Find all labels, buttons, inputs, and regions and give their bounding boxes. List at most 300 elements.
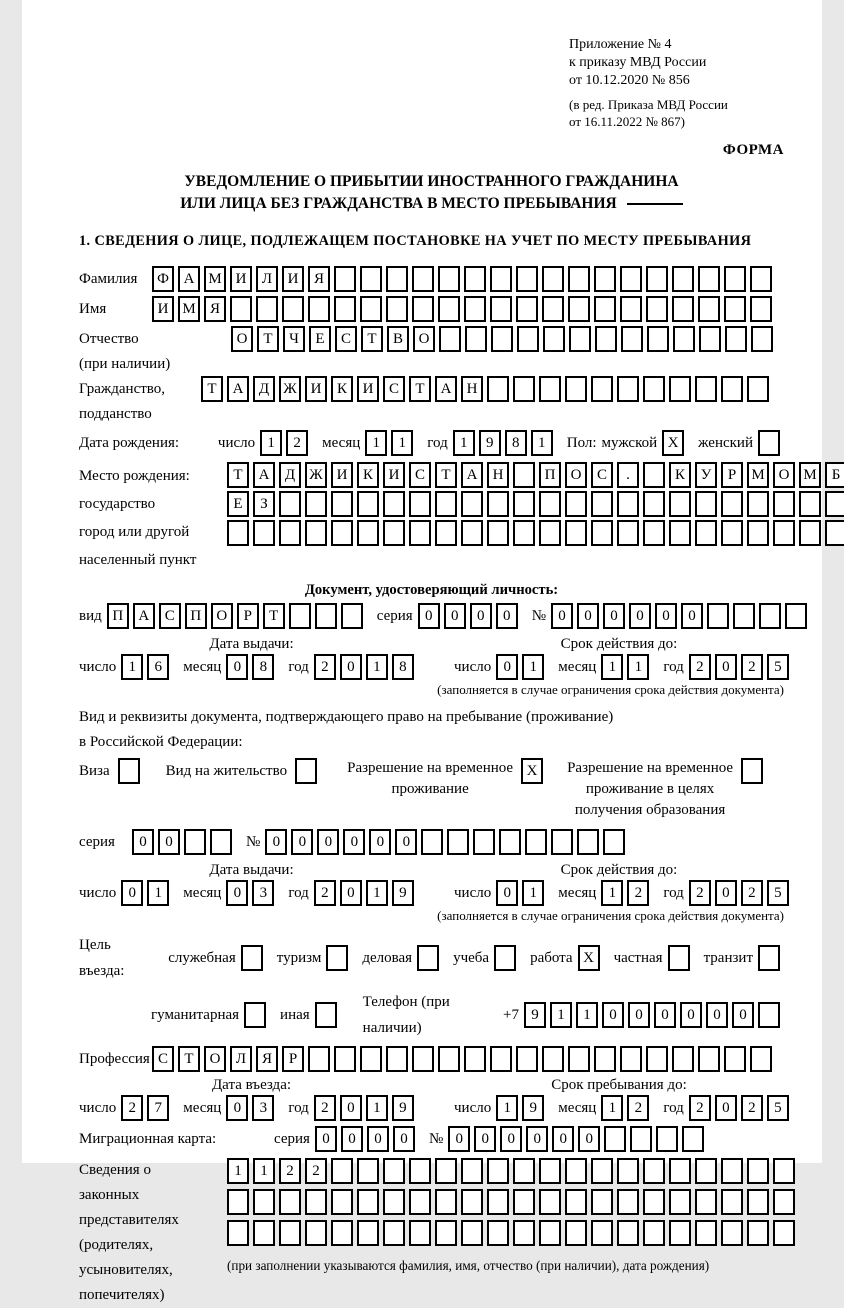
- char-box[interactable]: [331, 491, 353, 517]
- char-box[interactable]: 1: [627, 654, 649, 680]
- char-box[interactable]: [741, 758, 763, 784]
- char-box[interactable]: И: [357, 376, 379, 402]
- char-box[interactable]: [617, 1220, 639, 1246]
- char-box[interactable]: [279, 1220, 301, 1246]
- char-box[interactable]: 0: [577, 603, 599, 629]
- char-box[interactable]: [747, 376, 769, 402]
- char-box[interactable]: [305, 491, 327, 517]
- char-box[interactable]: 8: [252, 654, 274, 680]
- char-box[interactable]: [357, 520, 379, 546]
- char-box[interactable]: 0: [369, 829, 391, 855]
- char-box[interactable]: [591, 1220, 613, 1246]
- char-box[interactable]: [695, 376, 717, 402]
- char-box[interactable]: [516, 266, 538, 292]
- char-box[interactable]: [253, 1189, 275, 1215]
- char-box[interactable]: 7: [147, 1095, 169, 1121]
- char-box[interactable]: [799, 520, 821, 546]
- char-box[interactable]: [279, 520, 301, 546]
- char-box[interactable]: [386, 266, 408, 292]
- char-box[interactable]: 2: [689, 654, 711, 680]
- char-box[interactable]: 0: [732, 1002, 754, 1028]
- char-box[interactable]: 0: [340, 1095, 362, 1121]
- char-box[interactable]: 9: [392, 1095, 414, 1121]
- char-box[interactable]: [386, 296, 408, 322]
- char-box[interactable]: [439, 326, 461, 352]
- char-box[interactable]: [695, 1189, 717, 1215]
- char-box[interactable]: [750, 266, 772, 292]
- char-box[interactable]: [721, 1189, 743, 1215]
- char-box[interactable]: 2: [627, 880, 649, 906]
- char-box[interactable]: [499, 829, 521, 855]
- char-box[interactable]: [305, 520, 327, 546]
- char-box[interactable]: 1: [601, 880, 623, 906]
- char-box[interactable]: С: [335, 326, 357, 352]
- char-box[interactable]: 0: [418, 603, 440, 629]
- char-box[interactable]: И: [331, 462, 353, 488]
- char-box[interactable]: 0: [393, 1126, 415, 1152]
- char-box[interactable]: [785, 603, 807, 629]
- char-box[interactable]: [617, 1158, 639, 1184]
- char-box[interactable]: [465, 326, 487, 352]
- char-box[interactable]: X: [521, 758, 543, 784]
- char-box[interactable]: [487, 520, 509, 546]
- char-box[interactable]: [513, 520, 535, 546]
- char-box[interactable]: [357, 1189, 379, 1215]
- char-box[interactable]: [331, 520, 353, 546]
- char-box[interactable]: [699, 326, 721, 352]
- char-box[interactable]: [604, 1126, 626, 1152]
- char-box[interactable]: А: [461, 462, 483, 488]
- char-box[interactable]: С: [159, 603, 181, 629]
- char-box[interactable]: 0: [340, 880, 362, 906]
- char-box[interactable]: 8: [392, 654, 414, 680]
- char-box[interactable]: [435, 1158, 457, 1184]
- char-box[interactable]: [591, 491, 613, 517]
- char-box[interactable]: [516, 1046, 538, 1072]
- char-box[interactable]: [542, 266, 564, 292]
- char-box[interactable]: Я: [308, 266, 330, 292]
- char-box[interactable]: [490, 296, 512, 322]
- char-box[interactable]: [669, 1158, 691, 1184]
- char-box[interactable]: [747, 1189, 769, 1215]
- char-box[interactable]: [565, 491, 587, 517]
- char-box[interactable]: [289, 603, 311, 629]
- char-box[interactable]: [565, 1189, 587, 1215]
- char-box[interactable]: [733, 603, 755, 629]
- char-box[interactable]: А: [178, 266, 200, 292]
- char-box[interactable]: [643, 491, 665, 517]
- char-box[interactable]: О: [231, 326, 253, 352]
- char-box[interactable]: 9: [522, 1095, 544, 1121]
- char-box[interactable]: [383, 1220, 405, 1246]
- char-box[interactable]: 5: [767, 654, 789, 680]
- char-box[interactable]: [747, 1158, 769, 1184]
- char-box[interactable]: 1: [121, 654, 143, 680]
- char-box[interactable]: [568, 296, 590, 322]
- char-box[interactable]: [682, 1126, 704, 1152]
- char-box[interactable]: [646, 1046, 668, 1072]
- char-box[interactable]: [227, 1220, 249, 1246]
- char-box[interactable]: [473, 829, 495, 855]
- char-box[interactable]: [210, 829, 232, 855]
- char-box[interactable]: [569, 326, 591, 352]
- char-box[interactable]: [461, 520, 483, 546]
- char-box[interactable]: [799, 491, 821, 517]
- char-box[interactable]: [724, 266, 746, 292]
- char-box[interactable]: [542, 1046, 564, 1072]
- char-box[interactable]: [773, 1158, 795, 1184]
- char-box[interactable]: [409, 1158, 431, 1184]
- char-box[interactable]: [695, 1158, 717, 1184]
- char-box[interactable]: 1: [260, 430, 282, 456]
- char-box[interactable]: П: [539, 462, 561, 488]
- char-box[interactable]: [643, 520, 665, 546]
- char-box[interactable]: 5: [767, 1095, 789, 1121]
- char-box[interactable]: [326, 945, 348, 971]
- char-box[interactable]: 0: [715, 1095, 737, 1121]
- char-box[interactable]: X: [662, 430, 684, 456]
- char-box[interactable]: [464, 1046, 486, 1072]
- char-box[interactable]: [565, 1158, 587, 1184]
- char-box[interactable]: [305, 1189, 327, 1215]
- char-box[interactable]: О: [565, 462, 587, 488]
- char-box[interactable]: 9: [524, 1002, 546, 1028]
- char-box[interactable]: [750, 1046, 772, 1072]
- char-box[interactable]: 2: [314, 654, 336, 680]
- char-box[interactable]: [461, 1189, 483, 1215]
- char-box[interactable]: А: [435, 376, 457, 402]
- char-box[interactable]: [357, 491, 379, 517]
- char-box[interactable]: [383, 1158, 405, 1184]
- char-box[interactable]: И: [383, 462, 405, 488]
- char-box[interactable]: [227, 1189, 249, 1215]
- char-box[interactable]: [241, 945, 263, 971]
- char-box[interactable]: [568, 1046, 590, 1072]
- char-box[interactable]: 6: [147, 654, 169, 680]
- char-box[interactable]: [621, 326, 643, 352]
- char-box[interactable]: 1: [531, 430, 553, 456]
- char-box[interactable]: [595, 326, 617, 352]
- char-box[interactable]: П: [185, 603, 207, 629]
- char-box[interactable]: [435, 520, 457, 546]
- char-box[interactable]: [568, 266, 590, 292]
- char-box[interactable]: [253, 520, 275, 546]
- char-box[interactable]: [594, 296, 616, 322]
- char-box[interactable]: 1: [253, 1158, 275, 1184]
- char-box[interactable]: 2: [741, 1095, 763, 1121]
- char-box[interactable]: 0: [474, 1126, 496, 1152]
- char-box[interactable]: 1: [366, 1095, 388, 1121]
- char-box[interactable]: [334, 1046, 356, 1072]
- char-box[interactable]: С: [383, 376, 405, 402]
- char-box[interactable]: [447, 829, 469, 855]
- char-box[interactable]: 0: [578, 1126, 600, 1152]
- char-box[interactable]: 0: [500, 1126, 522, 1152]
- char-box[interactable]: [656, 1126, 678, 1152]
- char-box[interactable]: [357, 1220, 379, 1246]
- char-box[interactable]: [565, 1220, 587, 1246]
- char-box[interactable]: [487, 491, 509, 517]
- char-box[interactable]: [565, 520, 587, 546]
- char-box[interactable]: Л: [256, 266, 278, 292]
- char-box[interactable]: [253, 1220, 275, 1246]
- char-box[interactable]: 0: [603, 603, 625, 629]
- char-box[interactable]: [360, 1046, 382, 1072]
- char-box[interactable]: [669, 1189, 691, 1215]
- char-box[interactable]: [513, 376, 535, 402]
- char-box[interactable]: Л: [230, 1046, 252, 1072]
- char-box[interactable]: М: [799, 462, 821, 488]
- char-box[interactable]: [672, 296, 694, 322]
- char-box[interactable]: [230, 296, 252, 322]
- char-box[interactable]: Ч: [283, 326, 305, 352]
- char-box[interactable]: [591, 1158, 613, 1184]
- char-box[interactable]: [315, 1002, 337, 1028]
- char-box[interactable]: П: [107, 603, 129, 629]
- char-box[interactable]: [461, 1220, 483, 1246]
- char-box[interactable]: 2: [279, 1158, 301, 1184]
- char-box[interactable]: [334, 296, 356, 322]
- char-box[interactable]: [409, 491, 431, 517]
- char-box[interactable]: [594, 1046, 616, 1072]
- char-box[interactable]: [643, 1189, 665, 1215]
- char-box[interactable]: У: [695, 462, 717, 488]
- char-box[interactable]: 0: [655, 603, 677, 629]
- char-box[interactable]: [464, 296, 486, 322]
- char-box[interactable]: [513, 1189, 535, 1215]
- char-box[interactable]: [603, 829, 625, 855]
- char-box[interactable]: [438, 296, 460, 322]
- char-box[interactable]: [707, 603, 729, 629]
- char-box[interactable]: Ж: [305, 462, 327, 488]
- char-box[interactable]: [513, 1158, 535, 1184]
- char-box[interactable]: [341, 603, 363, 629]
- char-box[interactable]: [673, 326, 695, 352]
- char-box[interactable]: Т: [257, 326, 279, 352]
- char-box[interactable]: О: [211, 603, 233, 629]
- char-box[interactable]: [695, 1220, 717, 1246]
- char-box[interactable]: 0: [654, 1002, 676, 1028]
- char-box[interactable]: 0: [265, 829, 287, 855]
- char-box[interactable]: 1: [366, 654, 388, 680]
- char-box[interactable]: [825, 520, 844, 546]
- char-box[interactable]: 2: [314, 880, 336, 906]
- char-box[interactable]: [539, 491, 561, 517]
- char-box[interactable]: [759, 603, 781, 629]
- char-box[interactable]: [594, 266, 616, 292]
- char-box[interactable]: [620, 266, 642, 292]
- char-box[interactable]: 0: [552, 1126, 574, 1152]
- char-box[interactable]: [542, 296, 564, 322]
- char-box[interactable]: [525, 829, 547, 855]
- char-box[interactable]: [421, 829, 443, 855]
- char-box[interactable]: Я: [256, 1046, 278, 1072]
- char-box[interactable]: [539, 1158, 561, 1184]
- char-box[interactable]: 1: [601, 654, 623, 680]
- char-box[interactable]: 0: [715, 654, 737, 680]
- char-box[interactable]: 0: [715, 880, 737, 906]
- char-box[interactable]: Т: [409, 376, 431, 402]
- char-box[interactable]: 5: [767, 880, 789, 906]
- char-box[interactable]: [721, 1158, 743, 1184]
- char-box[interactable]: 0: [706, 1002, 728, 1028]
- char-box[interactable]: [758, 430, 780, 456]
- char-box[interactable]: [539, 376, 561, 402]
- char-box[interactable]: С: [152, 1046, 174, 1072]
- char-box[interactable]: 3: [252, 880, 274, 906]
- char-box[interactable]: Б: [825, 462, 844, 488]
- char-box[interactable]: [565, 376, 587, 402]
- char-box[interactable]: 0: [602, 1002, 624, 1028]
- char-box[interactable]: З: [253, 491, 275, 517]
- char-box[interactable]: [383, 491, 405, 517]
- char-box[interactable]: [646, 296, 668, 322]
- char-box[interactable]: [725, 326, 747, 352]
- char-box[interactable]: 1: [365, 430, 387, 456]
- char-box[interactable]: [487, 1189, 509, 1215]
- char-box[interactable]: 0: [132, 829, 154, 855]
- char-box[interactable]: [750, 296, 772, 322]
- char-box[interactable]: 0: [341, 1126, 363, 1152]
- char-box[interactable]: [412, 266, 434, 292]
- char-box[interactable]: 0: [526, 1126, 548, 1152]
- char-box[interactable]: [724, 1046, 746, 1072]
- char-box[interactable]: [825, 491, 844, 517]
- char-box[interactable]: [334, 266, 356, 292]
- char-box[interactable]: [758, 1002, 780, 1028]
- char-box[interactable]: [513, 1220, 535, 1246]
- char-box[interactable]: [620, 296, 642, 322]
- char-box[interactable]: [591, 1189, 613, 1215]
- char-box[interactable]: [383, 1189, 405, 1215]
- char-box[interactable]: 2: [314, 1095, 336, 1121]
- char-box[interactable]: 2: [689, 880, 711, 906]
- char-box[interactable]: [461, 491, 483, 517]
- char-box[interactable]: М: [204, 266, 226, 292]
- char-box[interactable]: 0: [628, 1002, 650, 1028]
- char-box[interactable]: К: [357, 462, 379, 488]
- char-box[interactable]: 0: [340, 654, 362, 680]
- char-box[interactable]: Я: [204, 296, 226, 322]
- char-box[interactable]: [773, 520, 795, 546]
- char-box[interactable]: [551, 829, 573, 855]
- char-box[interactable]: 0: [444, 603, 466, 629]
- char-box[interactable]: [487, 1158, 509, 1184]
- char-box[interactable]: [244, 1002, 266, 1028]
- char-box[interactable]: 1: [227, 1158, 249, 1184]
- char-box[interactable]: [331, 1189, 353, 1215]
- char-box[interactable]: 0: [291, 829, 313, 855]
- char-box[interactable]: А: [227, 376, 249, 402]
- char-box[interactable]: [721, 1220, 743, 1246]
- char-box[interactable]: [643, 1220, 665, 1246]
- char-box[interactable]: [487, 376, 509, 402]
- char-box[interactable]: [435, 491, 457, 517]
- char-box[interactable]: М: [178, 296, 200, 322]
- char-box[interactable]: [412, 296, 434, 322]
- char-box[interactable]: [308, 296, 330, 322]
- char-box[interactable]: Д: [253, 376, 275, 402]
- char-box[interactable]: [773, 1220, 795, 1246]
- char-box[interactable]: [617, 520, 639, 546]
- char-box[interactable]: О: [773, 462, 795, 488]
- char-box[interactable]: [435, 1189, 457, 1215]
- char-box[interactable]: [617, 376, 639, 402]
- char-box[interactable]: С: [409, 462, 431, 488]
- char-box[interactable]: Т: [435, 462, 457, 488]
- char-box[interactable]: 0: [226, 654, 248, 680]
- char-box[interactable]: 0: [496, 654, 518, 680]
- char-box[interactable]: 2: [627, 1095, 649, 1121]
- char-box[interactable]: 0: [681, 603, 703, 629]
- char-box[interactable]: [227, 520, 249, 546]
- char-box[interactable]: [383, 520, 405, 546]
- char-box[interactable]: 2: [121, 1095, 143, 1121]
- char-box[interactable]: 0: [496, 603, 518, 629]
- char-box[interactable]: [435, 1220, 457, 1246]
- char-box[interactable]: И: [230, 266, 252, 292]
- char-box[interactable]: [643, 462, 665, 488]
- char-box[interactable]: [695, 491, 717, 517]
- char-box[interactable]: [409, 520, 431, 546]
- char-box[interactable]: [620, 1046, 642, 1072]
- char-box[interactable]: О: [204, 1046, 226, 1072]
- char-box[interactable]: [617, 1189, 639, 1215]
- char-box[interactable]: 0: [226, 880, 248, 906]
- char-box[interactable]: 0: [629, 603, 651, 629]
- char-box[interactable]: 1: [496, 1095, 518, 1121]
- char-box[interactable]: И: [282, 266, 304, 292]
- char-box[interactable]: А: [253, 462, 275, 488]
- char-box[interactable]: [360, 296, 382, 322]
- char-box[interactable]: 1: [522, 880, 544, 906]
- char-box[interactable]: Д: [279, 462, 301, 488]
- char-box[interactable]: Ж: [279, 376, 301, 402]
- char-box[interactable]: 1: [522, 654, 544, 680]
- char-box[interactable]: 3: [252, 1095, 274, 1121]
- char-box[interactable]: [643, 1158, 665, 1184]
- char-box[interactable]: [747, 1220, 769, 1246]
- char-box[interactable]: [438, 266, 460, 292]
- char-box[interactable]: И: [152, 296, 174, 322]
- char-box[interactable]: [516, 296, 538, 322]
- char-box[interactable]: [698, 266, 720, 292]
- char-box[interactable]: [643, 376, 665, 402]
- char-box[interactable]: 1: [576, 1002, 598, 1028]
- char-box[interactable]: [747, 491, 769, 517]
- char-box[interactable]: 0: [367, 1126, 389, 1152]
- char-box[interactable]: Н: [461, 376, 483, 402]
- char-box[interactable]: 0: [343, 829, 365, 855]
- char-box[interactable]: [331, 1220, 353, 1246]
- char-box[interactable]: 0: [395, 829, 417, 855]
- char-box[interactable]: [118, 758, 140, 784]
- char-box[interactable]: [672, 266, 694, 292]
- char-box[interactable]: [513, 491, 535, 517]
- char-box[interactable]: 1: [147, 880, 169, 906]
- char-box[interactable]: Т: [227, 462, 249, 488]
- char-box[interactable]: Р: [721, 462, 743, 488]
- char-box[interactable]: И: [305, 376, 327, 402]
- char-box[interactable]: [577, 829, 599, 855]
- char-box[interactable]: [672, 1046, 694, 1072]
- char-box[interactable]: Т: [263, 603, 285, 629]
- char-box[interactable]: 2: [286, 430, 308, 456]
- char-box[interactable]: [591, 520, 613, 546]
- char-box[interactable]: [669, 376, 691, 402]
- char-box[interactable]: .: [617, 462, 639, 488]
- char-box[interactable]: [646, 266, 668, 292]
